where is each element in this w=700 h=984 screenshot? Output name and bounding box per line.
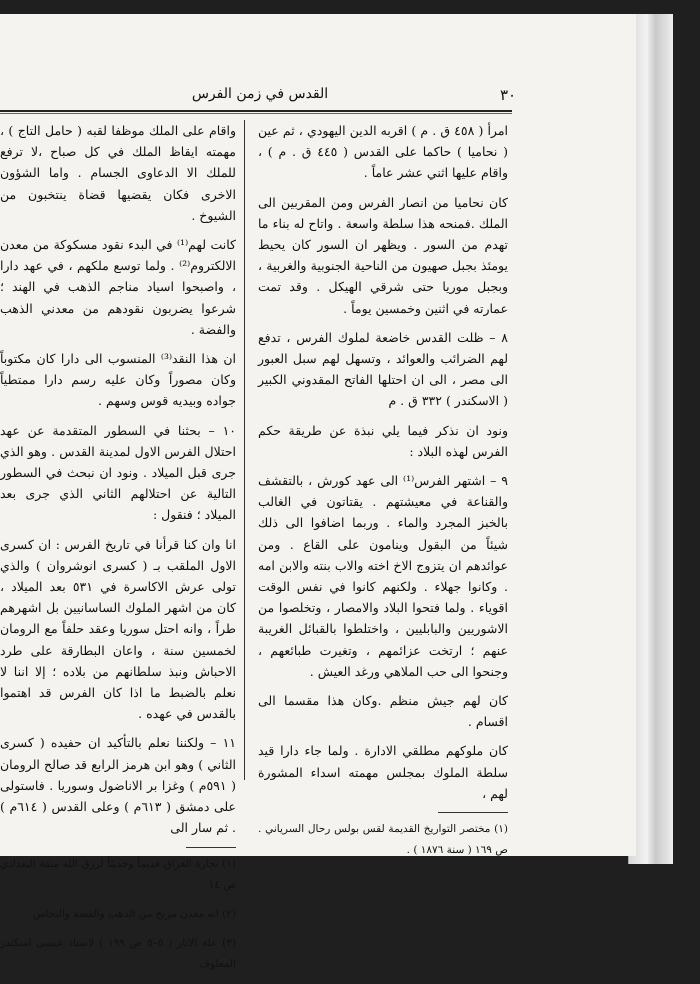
paragraph: ان هذا النقد⁽³⁾ المنسوب الى دارا كان مكتوباً وكان مصوراً وكان عليه رسم دارا ممتطياً جواده وبيديه قوس وسهم . — [0, 351, 236, 409]
paragraph: ونود ان نذكر فيما يلي نبذة عن طريقة حكم الفرس لهذه البلاد : — [258, 422, 508, 459]
paragraph: ١١ – ولكننا نعلم بالتأكيد ان حفيده ( كسرى الثاني ) وهو ابن هرمز الرابع قد صالح الرومان ( ٥٩١م ) وغزا بر الاناضول وسوريا . فاستولى على دمشق ( ٦١٣م ) وعلى القدس ( ٦١٤م ) . ثم سار الى — [0, 735, 236, 836]
left-column — [0, 120, 236, 984]
footnote: (١) تجارة العراق قديماً وحديثاً لرزق الله منقة البغدادي ص ١٤ — [0, 857, 236, 891]
paragraph: كان ملوكهم مطلقي الادارة . ولما جاء دارا قيد سلطة الملوك بمجلس مهمته اسداء المشورة لهم ، — [258, 743, 508, 801]
column-divider — [244, 120, 245, 780]
paragraph: واقام على الملك موظفا لقبه ( حامل التاج ) ، مهمته ايقاظ الملك في كل صباح ،لا ترفع للملك الا الدعاوى الجسام . واما الشؤون الاخرى فكان يقضيها قضاة ينتخبون من الشيوخ . — [0, 123, 236, 223]
paragraph: ٨ – ظلت القدس خاضعة لملوك الفرس ، تدفع لهم الضرائب والعوائد ، وتسهل لهم سبل العبور الى مصر ، الى ان احتلها الفاتح المقدوني الكبير ( الاسكندر ) ٣٣٢ ق . م — [258, 329, 508, 409]
footnote: (٢) انه معدن مزيج من الذهب والفضة والنحاس — [32, 907, 236, 920]
book-page — [0, 14, 636, 971]
paragraph: كانت لهم⁽¹⁾ في البدء نقود مسكوكة من معدن الالكتروم⁽²⁾ . ولما توسع ملكهم ، في عهد دارا ، واصبحوا اسياد مناجم الذهب في الهند ؛ شرعوا يضربون نقودهم من معدني الذهب والفضة . — [0, 237, 236, 337]
page-number: ٣٠ — [500, 86, 517, 104]
paragraph: ٩ – اشتهر الفرس⁽¹⁾ الى عهد كورش ، بالتقشف والقناعة في معيشتهم . يقتاتون في الغالب بالخبز المجرد والماء . وربما اضافوا الى ذلك شيئاً من البقول وينامون على القاع . ومن عوائدهم ان يتزوج الاخ اخته والاب بنته والابن امه . وكانوا جهلاء . ولكنهم كانوا في نفس الوقت اقوياء . ولما فتحوا البلاد والامصار ، وتخلصوا من الاشوريين والبابليين ، واختلطوا بالقبائل الغريبة عنهم ؛ ارتخت عزائمهم ، وتغيرت طبائعهم ، وجنحوا الى حب الملاهي ورغد العيش . — [258, 473, 508, 679]
paragraph: كان نحاميا من انصار الفرس ومن المقربين الى الملك .فمنحه هذا سلطة واسعة . واتاح له بناء ما تهدم من السور . ويظهر ان السور كان يحيط يومئذ بجبل صهيون من الناحية الجنوبية والغربية ، وبجبل موريا حتى شرقي الهيكل . وقد تمت عمارته في اثنين وخمسين يوماً . — [258, 194, 508, 316]
footnote: (١) مختصر التواريخ القديمة لقس بولس رحال السرياني . ص ١٦٩ ( سنة ١٨٧٦ ) . — [258, 823, 508, 857]
footnote-rule — [438, 812, 508, 813]
footnote: (٣) علة الاثار ( ٥–٥ ص ١٩٩ ) لاستاذ عيسى اسكندر المعلوف — [0, 937, 237, 971]
footnote-rule — [186, 847, 236, 848]
header-rule — [0, 110, 512, 112]
right-column — [258, 120, 508, 870]
paragraph: ١٠ – بحثنا في السطور المتقدمة عن عهد احتلال الفرس الاول لمدينة القدس . وهو الذي جرى قبل الميلاد . ونود ان نبحث في السطور التالية عن احتلالهم الثاني الذي جرى بعد الميلاد ؛ فنقول : — [0, 422, 236, 523]
running-title: القدس في زمن الفرس — [191, 86, 329, 102]
paragraph: امرأ ( ٤٥٨ ق . م ) اقربه الدين اليهودي ، ثم عين ( نحاميا ) حاكما على القدس ( ٤٤٥ ق . م ) ، واقام عليها اثني عشر عاماً . — [258, 123, 508, 181]
paragraph: انا وان كنا قرأنا في تاريخ الفرس : ان كسرى الاول الملقب بـ ( كسرى انوشروان ) والذي تولى عرش الاكاسرة في ٥٣١ بعد الميلاد ، كان من اشهر الملوك الساسانيين بل اشهرهم طراً ، وانه احتل سوريا وعقد حلفاً مع الرومان لخمسين سنة ، واعان البطارقة على طرد الاحباش ونبذ سلطانهم من بلاده ؛ إلا اننا لا نعلم بالضبط ما اذا كان الفرس قد اهتموا بالقدس في عهده . — [0, 536, 236, 722]
paragraph: كان لهم جيش منظم .وكان هذا مقسما الى اقسام . — [258, 693, 508, 730]
header-rule-thin — [0, 113, 512, 114]
